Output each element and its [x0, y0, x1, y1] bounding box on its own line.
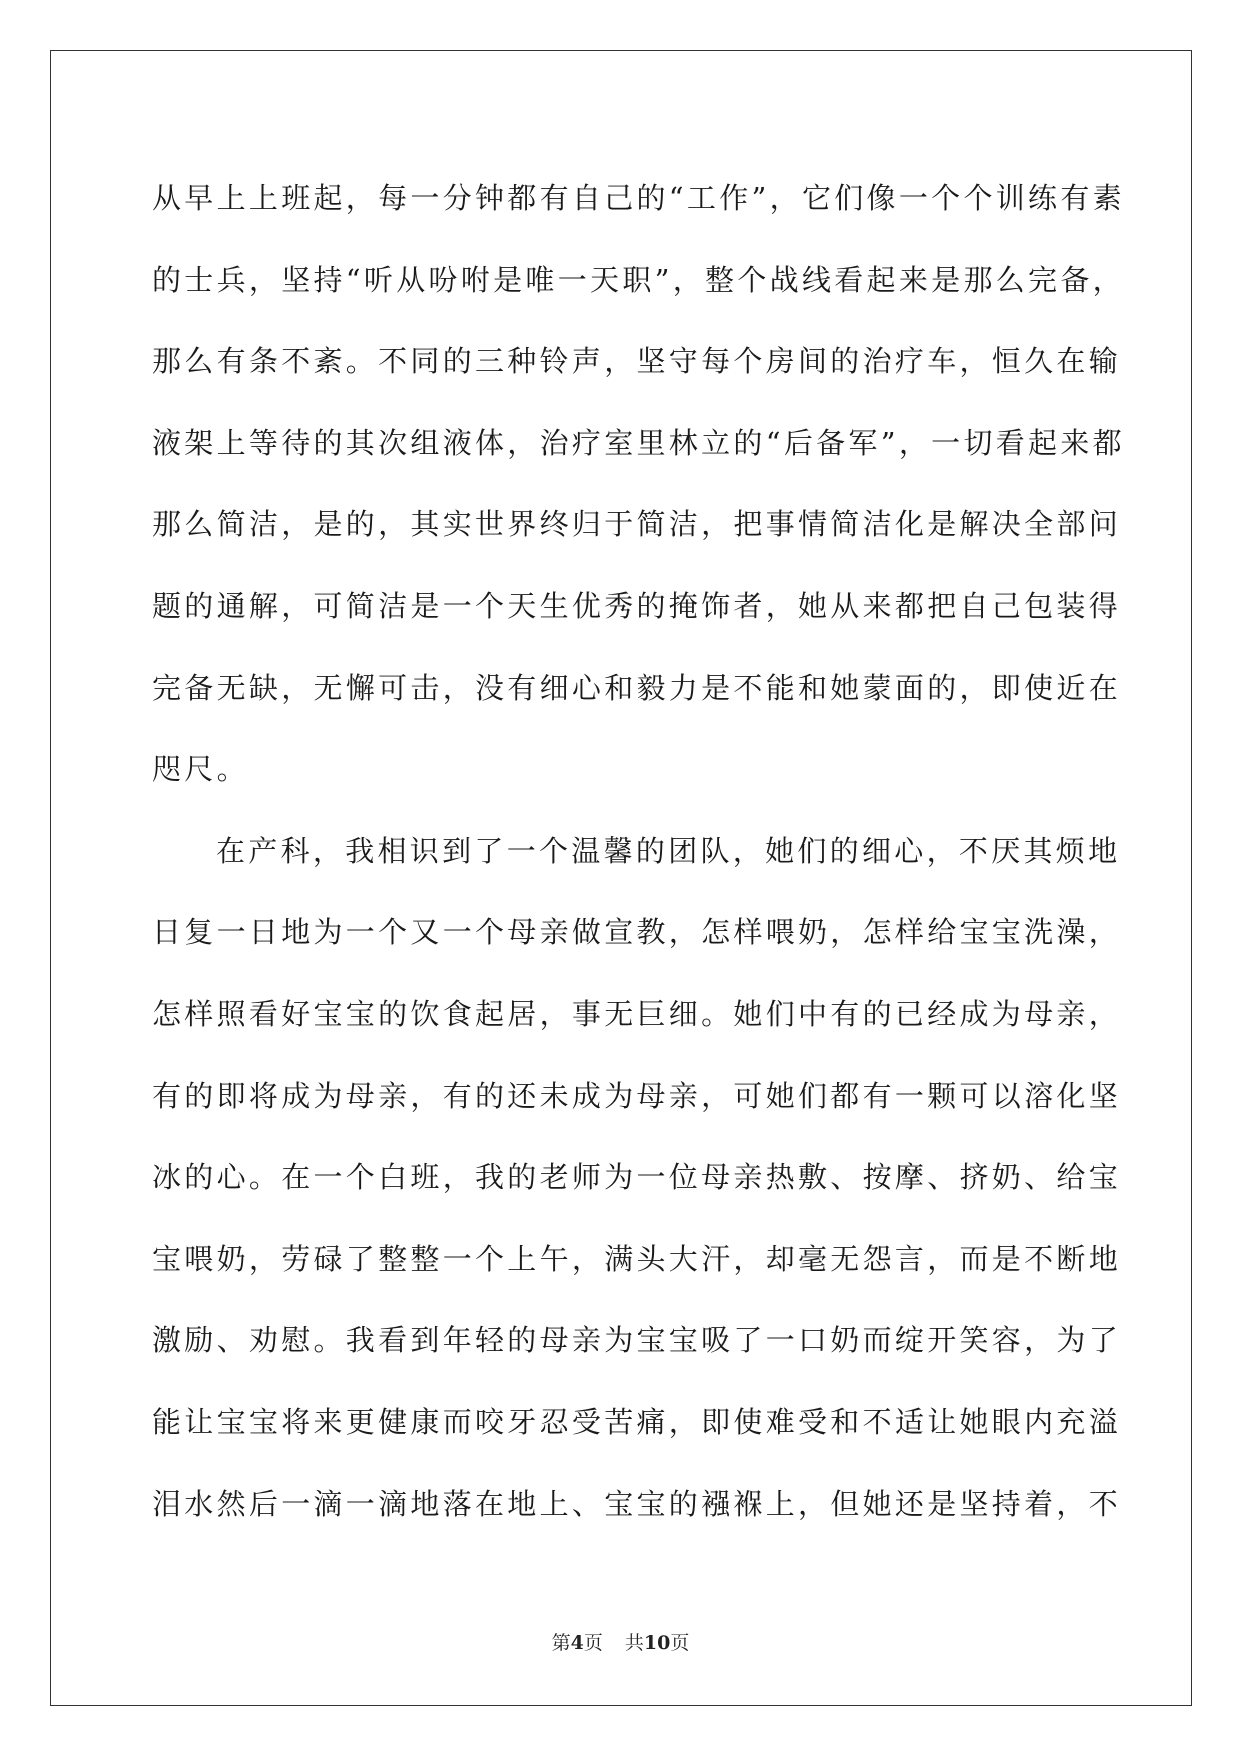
text-line: 宝喂奶，劳碌了整整一个上午，满头大汗，却毫无怨言，而是不断地 [152, 1241, 1122, 1276]
text-line: 日复一日地为一个又一个母亲做宣教，怎样喂奶，怎样给宝宝洗澡， [152, 915, 1122, 950]
page-prefix: 第 [551, 1632, 571, 1654]
page-number: 4 [570, 1632, 584, 1654]
total-suffix: 页 [670, 1632, 690, 1654]
page-footer [0, 1628, 1241, 1655]
body-text [152, 158, 1125, 1545]
text-line: 从早上上班起，每一分钟都有自己的“工作”，它们像一个个训练有素 [152, 181, 1125, 215]
text-line: 有的即将成为母亲，有的还未成为母亲，可她们都有一颗可以溶化坚 [152, 1078, 1122, 1113]
text-line: 冰的心。在一个白班，我的老师为一位母亲热敷、按摩、挤奶、给宝 [152, 1160, 1122, 1195]
text-line: 泪水然后一滴一滴地落在地上、宝宝的襁褓上，但她还是坚持着，不 [152, 1486, 1122, 1521]
text-line: 激励、劝慰。我看到年轻的母亲为宝宝吸了一口奶而绽开笑容，为了 [152, 1323, 1122, 1358]
text-line: 能让宝宝将来更健康而咬牙忍受苦痛，即使难受和不适让她眼内充溢 [152, 1404, 1122, 1439]
total-pages: 10 [643, 1632, 671, 1654]
text-line: 那么简洁，是的，其实世界终归于简洁，把事情简洁化是解决全部问 [152, 507, 1122, 542]
page-suffix: 页 [583, 1632, 603, 1654]
text-line: 那么有条不紊。不同的三种铃声，坚守每个房间的治疗车，恒久在输 [152, 344, 1122, 379]
text-line: 咫尺。 [152, 752, 249, 787]
paragraph-start-line: 在产科，我相识到了一个温馨的团队，她们的细心，不厌其烦地 [216, 833, 1121, 868]
total-prefix: 共 [624, 1632, 644, 1654]
text-line: 液架上等待的其次组液体，治疗室里林立的“后备军”，一切看起来都 [152, 425, 1125, 460]
text-line: 完备无缺，无懈可击，没有细心和毅力是不能和她蒙面的，即使近在 [152, 670, 1122, 705]
text-line: 怎样照看好宝宝的饮食起居，事无巨细。她们中有的已经成为母亲， [152, 996, 1122, 1031]
text-line: 题的通解，可简洁是一个天生优秀的掩饰者，她从来都把自己包装得 [152, 588, 1122, 623]
text-line: 的士兵，坚持“听从吩咐是唯一天职”，整个战线看起来是那么完备， [152, 262, 1125, 297]
